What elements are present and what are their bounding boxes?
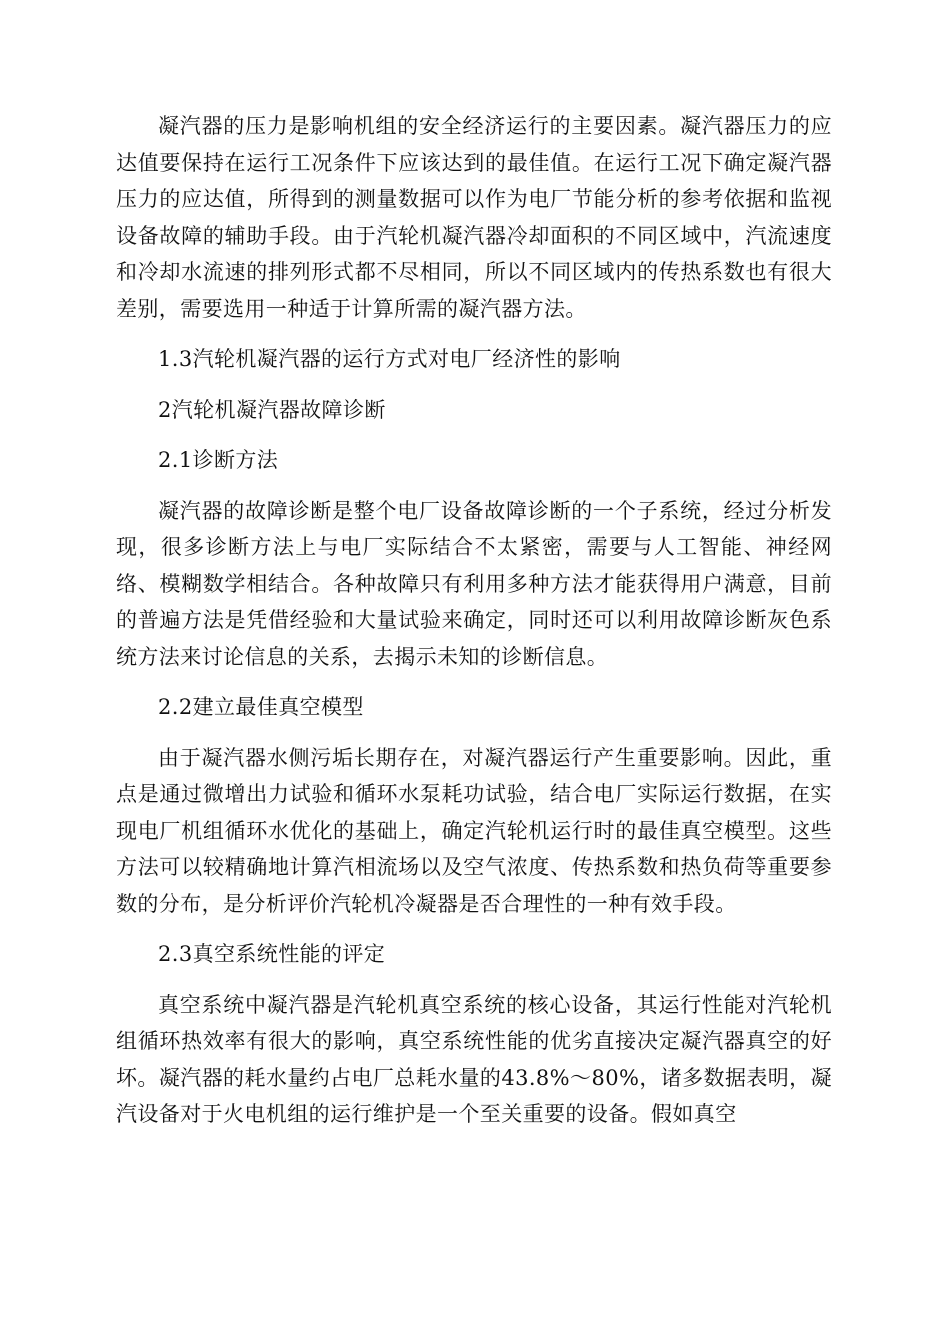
- section-heading-2: 2汽轮机凝汽器故障诊断: [158, 397, 386, 422]
- section-heading-2-1: 2.1诊断方法: [158, 448, 279, 472]
- section-heading-1-3: 1.3汽轮机凝汽器的运行方式对电厂经济性的影响: [158, 347, 621, 371]
- paragraph-fault-diagnosis: 凝汽器的故障诊断是整个电厂设备故障诊断的一个子系统，经过分析发现，很多诊断方法上与电厂实际结合不太紧密，需要与人工智能、神经网络、模糊数学相结合。各种故障只有利用多种方法才能获得用户满意，目前的普遍方法是凭借经验和大量试验来确定，同时还可以利用故障诊断灰色系统方法来讨论信息的关系，去揭示未知的诊断信息。: [116, 498, 832, 669]
- section-heading-2-3: 2.3真空系统性能的评定: [158, 942, 386, 966]
- paragraph-condenser-pressure: 凝汽器的压力是影响机组的安全经济运行的主要因素。凝汽器压力的应达值要保持在运行工况条件下应该达到的最佳值。在运行工况下确定凝汽器压力的应达值，所得到的测量数据可以作为电厂节能分析的参考依据和监视设备故障的辅助手段。由于汽轮机凝汽器冷却面积的不同区域中，汽流速度和冷却水流速的排列形式都不尽相同，所以不同区域内的传热系数也有很大差别，需要选用一种适于计算所需的凝汽器方法。: [116, 114, 832, 321]
- document-body: [116, 108, 832, 1133]
- paragraph-vacuum-system: 真空系统中凝汽器是汽轮机真空系统的核心设备，其运行性能对汽轮机组循环热效率有很大的影响，真空系统性能的优劣直接决定凝汽器真空的好坏。凝汽器的耗水量约占电厂总耗水量的43.8%～80%，诸多数据表明，凝汽设备对于火电机组的运行维护是一个至关重要的设备。假如真空: [116, 992, 832, 1126]
- paragraph-vacuum-model: 由于凝汽器水侧污垢长期存在，对凝汽器运行产生重要影响。因此，重点是通过微增出力试验和循环水泵耗功试验，结合电厂实际运行数据，在实现电厂机组循环水优化的基础上，确定汽轮机运行时的最佳真空模型。这些方法可以较精确地计算汽相流场以及空气浓度、传热系数和热负荷等重要参数的分布，是分析评价汽轮机冷凝器是否合理性的一种有效手段。: [116, 745, 832, 916]
- section-heading-2-2: 2.2建立最佳真空模型: [158, 695, 364, 719]
